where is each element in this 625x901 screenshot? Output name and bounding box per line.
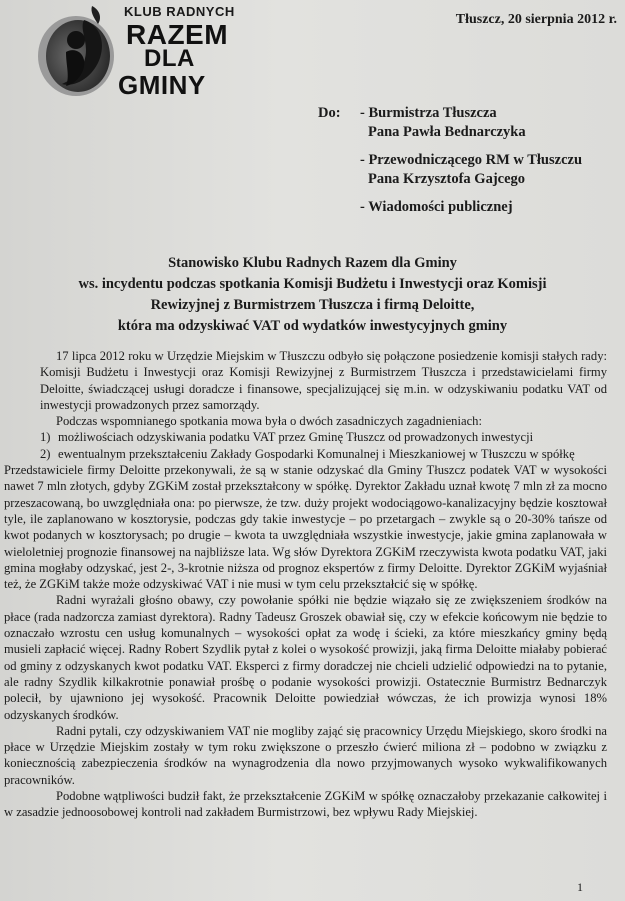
logo-line-razem: RAZEM <box>126 19 229 50</box>
figure-emblem-icon <box>36 0 126 100</box>
list-text: ewentualnym przekształceniu Zakłady Gospodarki Komunalnej i Mieszkaniowej w Tłuszczu w spółkę <box>58 446 575 461</box>
paragraph: 17 lipca 2012 roku w Urzędzie Miejskim w Tłuszczu odbyło się połączone posiedzenie komisji stałych rady: Komisji Budżetu i Inwestycji oraz Komisji Rewizyjnej z Burmistrzem Tłuszcza i przedstawicielami firmy Deloitte, świadczącej usługi doradcze i finansowe, specjalizującej się m.in. w odzyskiwaniu podatku VAT od inwestycji prowadzonych przez samorządy. <box>40 349 607 412</box>
club-label: KLUB RADNYCH <box>124 4 235 19</box>
title-line: ws. incydentu podczas spotkania Komisji Budżetu i Inwestycji oraz Komisji <box>78 276 547 292</box>
club-logo <box>36 0 236 102</box>
paragraph: Przedstawiciele firmy Deloitte przekonywali, że są w stanie odzyskać dla Gminy Tłuszcz podatek VAT w wysokości nawet 7 mln złotych, gdyby ZGKiM został przekształcony w spółkę. Dyrektor Zakładu uznał kwotę 7 mln zł za mocno przeszacowaną, bo uwzględniała ona: po pierwsze, że tzw. duży projekt wodociągowo-kanalizacyjny będzie kosztował tyle, ile zaplanowano w kosztorysie, podczas gdy takie inwestycje – po przetargach – zwykle są o 20-30% tańsze od kwot podanych w kosztorysach; po drugie – kwota ta uwzględniała wszystkie inwestycje, jakie gmina zaplanowała w wieloletniej prognozie finansowej na najbliższe lata. Wg słów Dyrektora ZGKiM rzeczywista kwota podatku VAT, jaki gmina mogłaby odzyskać, jest 2-, 3-krotnie niższa od prognoz ekspertów z firmy Deloitte. Dyrektor ZGKiM wyjaśniał też, że ZGKiM także może odzyskiwać VAT i nie musi w tym celu przekształcić się w spółkę. <box>4 463 607 592</box>
recipient-label: Do: <box>318 105 341 121</box>
list-item <box>40 429 607 445</box>
paragraph: Podobne wątpliwości budził fakt, że przekształcenie ZGKiM w spółkę oznaczałoby przekazanie całkowitej i w zasadzie jednoosobowej kontroli nad zakładem Burmistrzowi, bez wpływu Rady Miejskiej. <box>4 789 607 820</box>
paragraph: Radni wyrażali głośno obawy, czy powołanie spółki nie będzie wiązało się ze zwiększeniem środków na płace (rada nadzorcza zamiast dyrektora). Radny Tadeusz Groszek obawiał się, czy w efekcie końcowym nie będzie to oznaczało wzrostu cen usług komunalnych – wysokości opłat za wodę i ścieki, za które mieszkańcy gminy będą musieli zapłacić więcej. Radny Robert Szydlik pytał z kolei o wysokość prowizji, jaką firma Deloitte miałaby pobierać od gminy z odzyskanych kwot podatku VAT. Eksperci z firmy doradczej nie chcieli udzielić odpowiedzi na to pytanie, ale radny Szydlik kilkakrotnie ponawiał prośbę o podanie wysokości prowizji. Ostatecznie Burmistrz Bednarczyk polecił, by ujawniono jej wysokość. Pracownik Deloitte powiedział wówczas, że ich prowizja wynosi 18% odzyskanych środków. <box>4 593 607 722</box>
list-item <box>40 446 607 462</box>
recipient-line: Pana Pawła Bednarczyka <box>368 124 526 140</box>
list-number: 1) <box>40 430 51 445</box>
list-text: możliwościach odzyskiwania podatku VAT przez Gminę Tłuszcz od prowadzonych inwestycji <box>58 430 534 445</box>
title-line: która ma odzyskiwać VAT od wydatków inwestycyjnych gminy <box>117 318 508 334</box>
recipient-line: - Przewodniczącego RM w Tłuszczu <box>360 152 583 168</box>
topics-list <box>40 429 607 462</box>
recipient-line: Pana Krzysztofa Gajcego <box>368 171 526 187</box>
document-title <box>20 253 605 337</box>
page-number: 1 <box>577 880 583 894</box>
title-line: Stanowisko Klubu Radnych Razem dla Gminy <box>168 255 457 271</box>
logo-line-dla: DLA <box>144 45 195 72</box>
list-number: 2) <box>40 446 51 461</box>
recipient-line: - Wiadomości publicznej <box>360 199 513 215</box>
recipient-line: - Burmistrza Tłuszcza <box>360 105 497 121</box>
place-date: Tłuszcz, 20 sierpnia 2012 r. <box>455 12 617 27</box>
paragraph: Podczas wspomnianego spotkania mowa była o dwóch zasadniczych zagadnieniach: <box>56 414 482 429</box>
title-line: Rewizyjnej z Burmistrzem Tłuszcza i firmą Deloitte, <box>150 297 475 313</box>
logo-line-gminy: GMINY <box>118 70 206 100</box>
paragraph: Radni pytali, czy odzyskiwaniem VAT nie mogliby zająć się pracownicy Urzędu Miejskiego, skoro środki na płace w Urzędzie Miejskim zostały w tym roku zwiększone o przeszło ćwierć miliona zł – podobno w związku z koniecznością zabezpieczenia środków na wynagrodzenia dla nowo przyjmowanych wysoko wykwalifikowanych pracowników. <box>4 723 607 787</box>
letter-body <box>4 348 607 821</box>
